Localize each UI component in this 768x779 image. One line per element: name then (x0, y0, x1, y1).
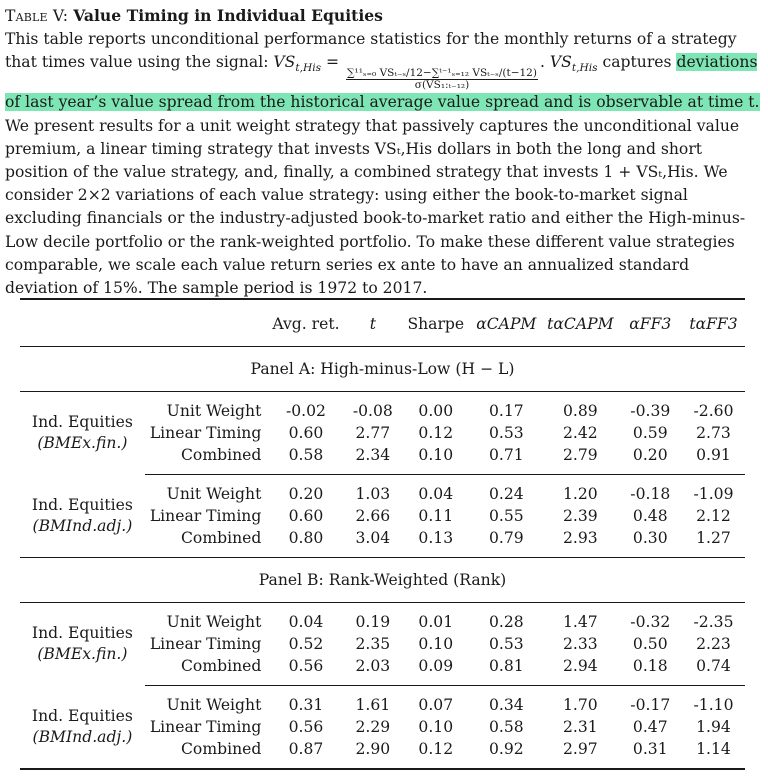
spacer-row (20, 549, 745, 558)
table-cell: 2.34 (355, 446, 391, 464)
table-cell: 0.58 (488, 718, 524, 736)
table-cell: 1.27 (696, 529, 731, 547)
table-cell: 0.30 (632, 529, 668, 547)
group-sub-label: (BMEx.fin.) (37, 434, 128, 452)
table-cell: 1.03 (355, 485, 391, 503)
results-table (20, 298, 745, 770)
table-cell: 1.70 (563, 696, 598, 714)
signal-formula (346, 68, 538, 91)
row-label: Unit Weight (166, 696, 262, 714)
table-cell: 2.29 (355, 718, 391, 736)
table-cell: 0.59 (632, 424, 668, 442)
table-cell: 0.52 (288, 635, 324, 653)
table-cell: -0.17 (630, 696, 671, 714)
table-cell: 2.94 (563, 657, 598, 675)
table-cell: 0.58 (288, 446, 324, 464)
table-cell: 2.12 (696, 507, 731, 525)
row-label: Unit Weight (166, 485, 262, 503)
table-cell: 2.39 (563, 507, 598, 525)
table-cell: 0.07 (418, 696, 454, 714)
table-cell: 2.77 (355, 424, 391, 442)
table-cell: 2.66 (355, 507, 391, 525)
column-header: Sharpe (407, 315, 465, 333)
rule-cell (145, 768, 268, 769)
table-cell: 0.24 (488, 485, 524, 503)
rule-cell (619, 768, 682, 769)
table-cell: 0.04 (418, 485, 454, 503)
group-label-text: Ind. Equities (31, 496, 133, 514)
table-cell: 3.04 (355, 529, 391, 547)
table-row (20, 483, 745, 505)
table-cell: 0.60 (288, 424, 324, 442)
table-cell: 2.42 (563, 424, 598, 442)
spacer-row (20, 760, 745, 768)
signal-var: $VS_{t,His}$ (549, 53, 598, 75)
table-cell: 1.61 (355, 696, 391, 714)
caption-text-2: . (539, 53, 550, 72)
table-cell: -2.60 (693, 402, 734, 420)
rule-cell (542, 768, 618, 769)
table-row (20, 694, 745, 716)
formula-numerator: ∑¹¹ₛ₌₀ VSₜ₋ₛ/12−∑ᵗ⁻¹ₛ₌₁₂ VSₜ₋ₛ/(t−12) (347, 67, 537, 80)
table-cell: 0.79 (488, 529, 524, 547)
table-cell: 0.04 (288, 613, 324, 631)
row-label: Linear Timing (149, 635, 262, 653)
table-cell: -0.08 (352, 402, 393, 420)
group-label (20, 611, 145, 677)
table-title: Value Timing in Individual Equities (73, 6, 383, 25)
table-caption (5, 4, 765, 300)
table-label: Table V: (5, 7, 69, 25)
table-cell: 2.35 (355, 635, 391, 653)
table-cell: 0.89 (563, 402, 598, 420)
table-cell: 0.20 (632, 446, 668, 464)
rule-cell (682, 768, 745, 769)
column-header: αCAPM (476, 315, 537, 333)
table-cell: 0.80 (288, 529, 324, 547)
spacer-row (20, 475, 745, 483)
rule-cell (345, 768, 402, 769)
table-cell: 0.60 (288, 507, 324, 525)
table-cell: 0.17 (488, 402, 524, 420)
spacer-row (20, 677, 745, 686)
table-cell: 2.31 (563, 718, 598, 736)
table-cell: 0.48 (632, 507, 668, 525)
caption-paragraph (5, 4, 765, 300)
table-cell: 0.50 (632, 635, 668, 653)
rule-cell (401, 768, 470, 769)
panel-title-row (20, 347, 745, 392)
row-label: Linear Timing (149, 424, 262, 442)
table-cell: 0.09 (418, 657, 454, 675)
table-cell: 0.55 (488, 507, 524, 525)
table-row (20, 611, 745, 633)
table-cell: 1.14 (696, 740, 731, 758)
table-cell: 0.12 (418, 740, 454, 758)
table-cell: 0.53 (488, 635, 524, 653)
table-cell: 0.10 (418, 446, 454, 464)
table-cell: 0.31 (632, 740, 668, 758)
table-cell: 2.97 (563, 740, 598, 758)
table-cell: -0.32 (630, 613, 671, 631)
signal-equals: = (321, 53, 345, 72)
row-label: Combined (181, 529, 262, 547)
table-cell: 0.87 (288, 740, 324, 758)
table-cell: 0.19 (355, 613, 391, 631)
table-cell: 2.23 (696, 635, 731, 653)
table-row (20, 400, 745, 422)
table-cell: 1.94 (696, 718, 731, 736)
table-cell: 0.13 (418, 529, 454, 547)
rule-cell (20, 768, 145, 769)
table-cell: 0.56 (288, 657, 324, 675)
row-label: Combined (181, 446, 262, 464)
table-cell: 0.20 (288, 485, 324, 503)
table-header-row (20, 302, 745, 347)
table-cell: 0.71 (488, 446, 524, 464)
table-cell: 0.10 (418, 635, 454, 653)
table-cell: 0.01 (418, 613, 454, 631)
group-sub-label: (BMInd.adj.) (32, 728, 133, 746)
group-sub-label: (BMInd.adj.) (32, 517, 133, 535)
group-sub-label: (BMEx.fin.) (37, 645, 128, 663)
caption-text-3: captures (597, 53, 677, 72)
table-cell: -0.02 (285, 402, 326, 420)
column-header: t (369, 315, 376, 333)
panel-title: Panel A: High-minus-Low (H − L) (250, 360, 515, 378)
row-label: Combined (181, 657, 262, 675)
table-cell: 0.81 (488, 657, 524, 675)
table-cell: 0.12 (418, 424, 454, 442)
row-label: Combined (181, 740, 262, 758)
table-cell: 0.00 (418, 402, 454, 420)
table-cell: 0.53 (488, 424, 524, 442)
group-label-text: Ind. Equities (31, 624, 133, 642)
table-cell: 0.28 (488, 613, 524, 631)
table-cell: 2.73 (696, 424, 731, 442)
formula-denominator: σ(VS₁:ₜ₋₁₂) (414, 79, 470, 92)
table-cell: 0.10 (418, 718, 454, 736)
group-label (20, 400, 145, 466)
table-cell: 0.74 (696, 657, 731, 675)
caption-text-4: We present results for a unit weight strategy that passively captures the unconditional value premium, a linear timing strategy that invests VSₜ,His dollars in both the long and short position of the value strategy, and, finally, a combined strategy that invests 1 + VSₜ,His. We consider 2×2 variations of each value strategy: using either the book-to-market signal excluding financials or the industry-adjusted book-to-market ratio and either the High-minus-Low decile portfolio or the rank-weighted portfolio. To make these different value strategies comparable, we scale each value return series ex ante to have an annualized standard deviation of 15%. The sample period is 1972 to 2017. (5, 116, 746, 298)
table-cell: 2.79 (563, 446, 598, 464)
header-empty (20, 302, 145, 347)
column-header: tαCAPM (547, 315, 614, 333)
table-cell: -2.35 (693, 613, 734, 631)
table-cell: 0.47 (632, 718, 668, 736)
table-cell: -1.09 (693, 485, 734, 503)
table-cell: 2.90 (355, 740, 391, 758)
table-cell: 2.93 (563, 529, 598, 547)
spacer-row (20, 603, 745, 611)
column-header: Avg. ret. (272, 315, 340, 333)
rule-cell (470, 768, 542, 769)
rule-cell (267, 768, 344, 769)
caption-text-1: This table reports unconditional performance statistics for the monthly returns of a strategy that times value using the signal: (5, 30, 737, 72)
table-cell: 0.56 (288, 718, 324, 736)
table-cell: 1.47 (563, 613, 598, 631)
table-cell: 0.92 (488, 740, 524, 758)
table-cell: 2.03 (355, 657, 391, 675)
panel-title-row (20, 558, 745, 603)
row-label: Unit Weight (166, 402, 262, 420)
spacer-row (20, 686, 745, 694)
row-label: Linear Timing (149, 507, 262, 525)
table-cell: 0.91 (696, 446, 731, 464)
panel-title: Panel B: Rank-Weighted (Rank) (258, 571, 507, 589)
table-cell: 0.11 (418, 507, 454, 525)
table-cell: 2.33 (563, 635, 598, 653)
table-cell: -1.10 (693, 696, 734, 714)
table-cell: -0.18 (630, 485, 671, 503)
group-label-text: Ind. Equities (31, 707, 133, 725)
group-label-text: Ind. Equities (31, 413, 133, 431)
group-label (20, 483, 145, 549)
signal-lhs: $VS_{t,His}$ (273, 53, 322, 75)
column-header: αFF3 (629, 315, 672, 333)
spacer-row (20, 466, 745, 475)
table-cell: 0.18 (632, 657, 668, 675)
row-label: Linear Timing (149, 718, 262, 736)
highlighted-text: deviations of last year’s value spread from the historical average value spread and is observable at time t. (5, 53, 760, 112)
group-label (20, 694, 145, 760)
row-label: Unit Weight (166, 613, 262, 631)
table-cell: 0.34 (488, 696, 524, 714)
table-cell: 1.20 (563, 485, 598, 503)
table-rule (20, 768, 745, 769)
column-header: tαFF3 (689, 315, 738, 333)
table-cell: 0.31 (288, 696, 324, 714)
spacer-row (20, 392, 745, 400)
header-empty (145, 302, 268, 347)
table-cell: -0.39 (630, 402, 671, 420)
